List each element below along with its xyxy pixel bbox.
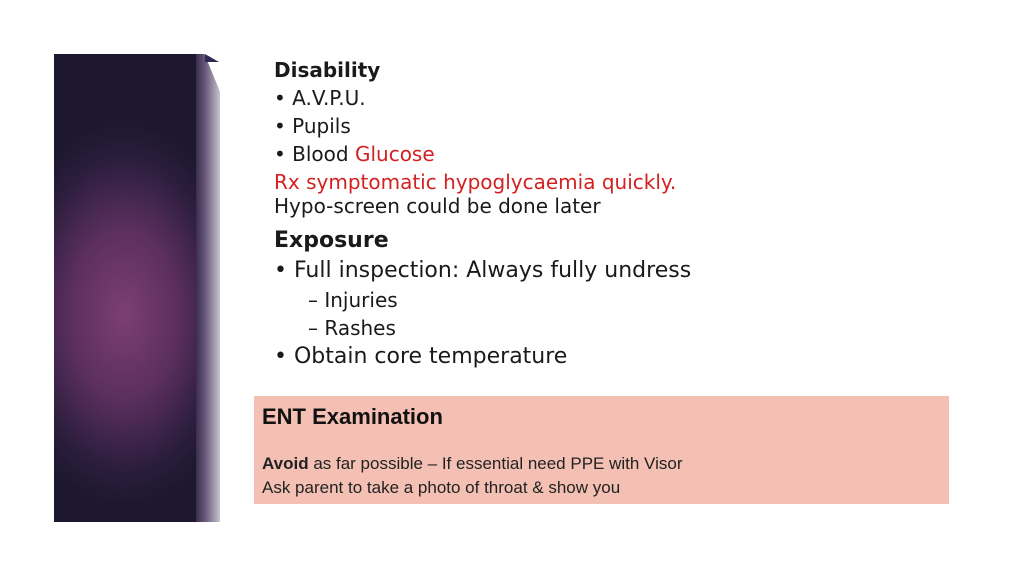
ent-parent-line: Ask parent to take a photo of throat & show you	[262, 478, 621, 497]
decorative-side-tip	[205, 54, 219, 62]
avoid-rest: as far possible – If essential need PPE with Visor	[308, 454, 683, 473]
decorative-side-panel	[54, 54, 202, 522]
avoid-word: Avoid	[262, 454, 309, 473]
decorative-side-accent	[196, 54, 220, 522]
ent-avoid-line	[262, 454, 682, 474]
bullet-core-temperature: • Obtain core temperature	[274, 344, 568, 369]
bullet-avpu: • A.V.P.U.	[274, 86, 366, 110]
blood-label: • Blood	[274, 142, 355, 166]
bullet-full-inspection: • Full inspection: Always fully undress	[274, 258, 692, 283]
bullet-pupils: • Pupils	[274, 114, 351, 138]
sub-item-injuries: – Injuries	[308, 288, 398, 312]
ent-examination-box	[254, 396, 949, 504]
glucose-highlight: Glucose	[354, 142, 435, 166]
exposure-heading: Exposure	[274, 228, 389, 253]
hypo-screen-line: Hypo-screen could be done later	[274, 194, 601, 218]
bullet-blood-glucose	[274, 142, 435, 166]
ent-title: ENT Examination	[262, 404, 443, 429]
rx-hypoglycaemia-line: Rx symptomatic hypoglycaemia quickly.	[274, 170, 677, 194]
disability-heading: Disability	[274, 58, 381, 82]
sub-item-rashes: – Rashes	[308, 316, 396, 340]
